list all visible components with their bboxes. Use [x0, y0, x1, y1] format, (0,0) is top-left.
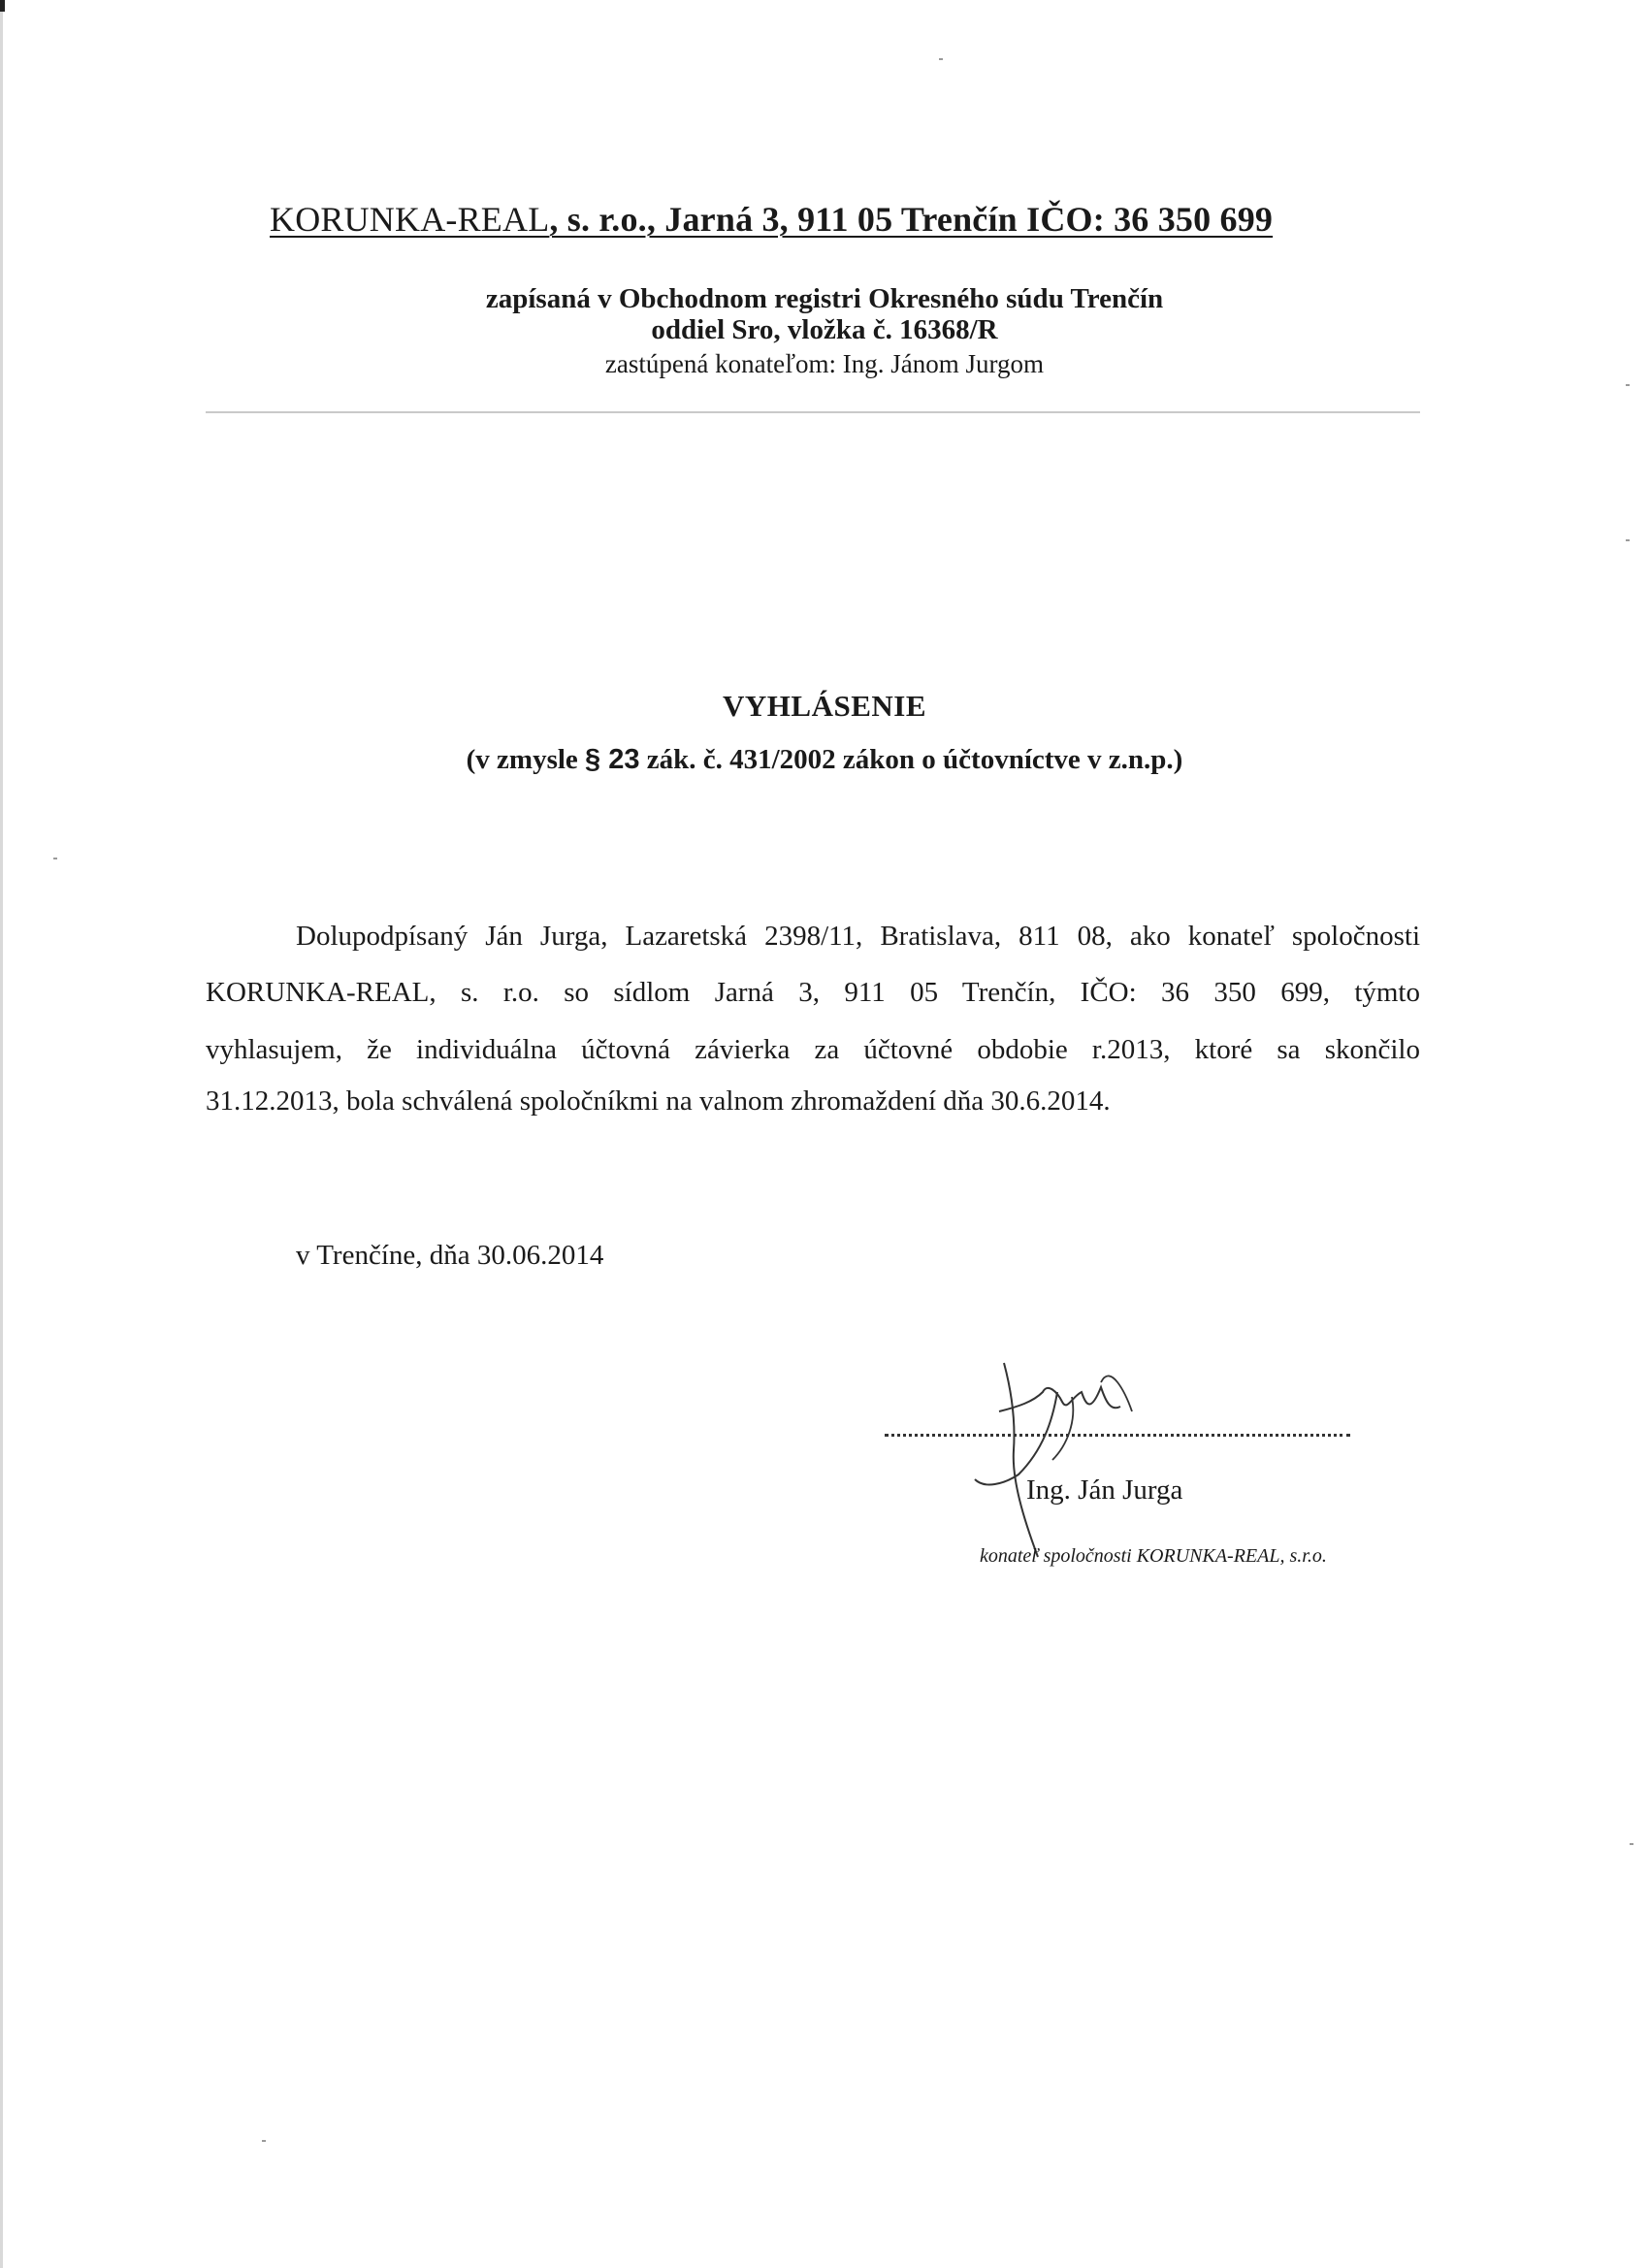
company-header — [270, 199, 1327, 240]
declaration-title: VYHLÁSENIE — [723, 689, 926, 723]
signer-name: Ing. Ján Jurga — [1026, 1474, 1183, 1506]
scan-speck — [53, 858, 57, 859]
scan-speck — [1626, 539, 1630, 541]
subtitle-rest: zák. č. 431/2002 zákon o účtovníctve v z.n.p.) — [639, 744, 1183, 775]
signer-role: konateľ spoločnosti KORUNKA-REAL, s.r.o. — [980, 1545, 1327, 1567]
body-line-4: 31.12.2013, bola schválená spoločníkmi na valnom zhromaždení dňa 30.6.2014. — [206, 1085, 1111, 1117]
body-line-3: vyhlasujem, že individuálna účtovná závierka za účtovné obdobie r.2013, ktoré sa skončilo — [206, 1034, 1420, 1065]
body-line-2: KORUNKA-REAL, s. r.o. so sídlom Jarná 3, 911 05 Trenčín, IČO: 36 350 699, týmto — [206, 977, 1420, 1008]
handwritten-signature — [965, 1353, 1140, 1576]
registry-line-2: oddiel Sro, vložka č. 16368/R — [651, 314, 998, 345]
scan-speck — [1630, 1843, 1633, 1845]
subtitle-open: (v zmysle — [466, 744, 586, 775]
representative-line: zastúpená konateľom: Ing. Jánom Jurgom — [604, 349, 1045, 378]
place-date: v Trenčíne, dňa 30.06.2014 — [296, 1240, 604, 1271]
body-line-1: Dolupodpísaný Ján Jurga, Lazaretská 2398/11, Bratislava, 811 08, ako konateľ spoločnosti — [296, 921, 1420, 952]
scan-mark — [0, 0, 5, 12]
scan-speck — [939, 58, 943, 60]
registry-line-1: zapísaná v Obchodnom registri Okresného súdu Trenčín — [485, 283, 1164, 314]
scan-speck — [1626, 384, 1630, 386]
subtitle-paragraph: § 23 — [585, 744, 640, 775]
header-divider — [206, 411, 1420, 413]
declaration-subtitle — [0, 744, 1649, 776]
scan-speck — [262, 2140, 266, 2142]
company-address-ico: , s. r.o., Jarná 3, 911 05 Trenčín IČO: 36 350 699 — [549, 200, 1274, 239]
company-name: KORUNKA-REAL — [270, 200, 550, 239]
